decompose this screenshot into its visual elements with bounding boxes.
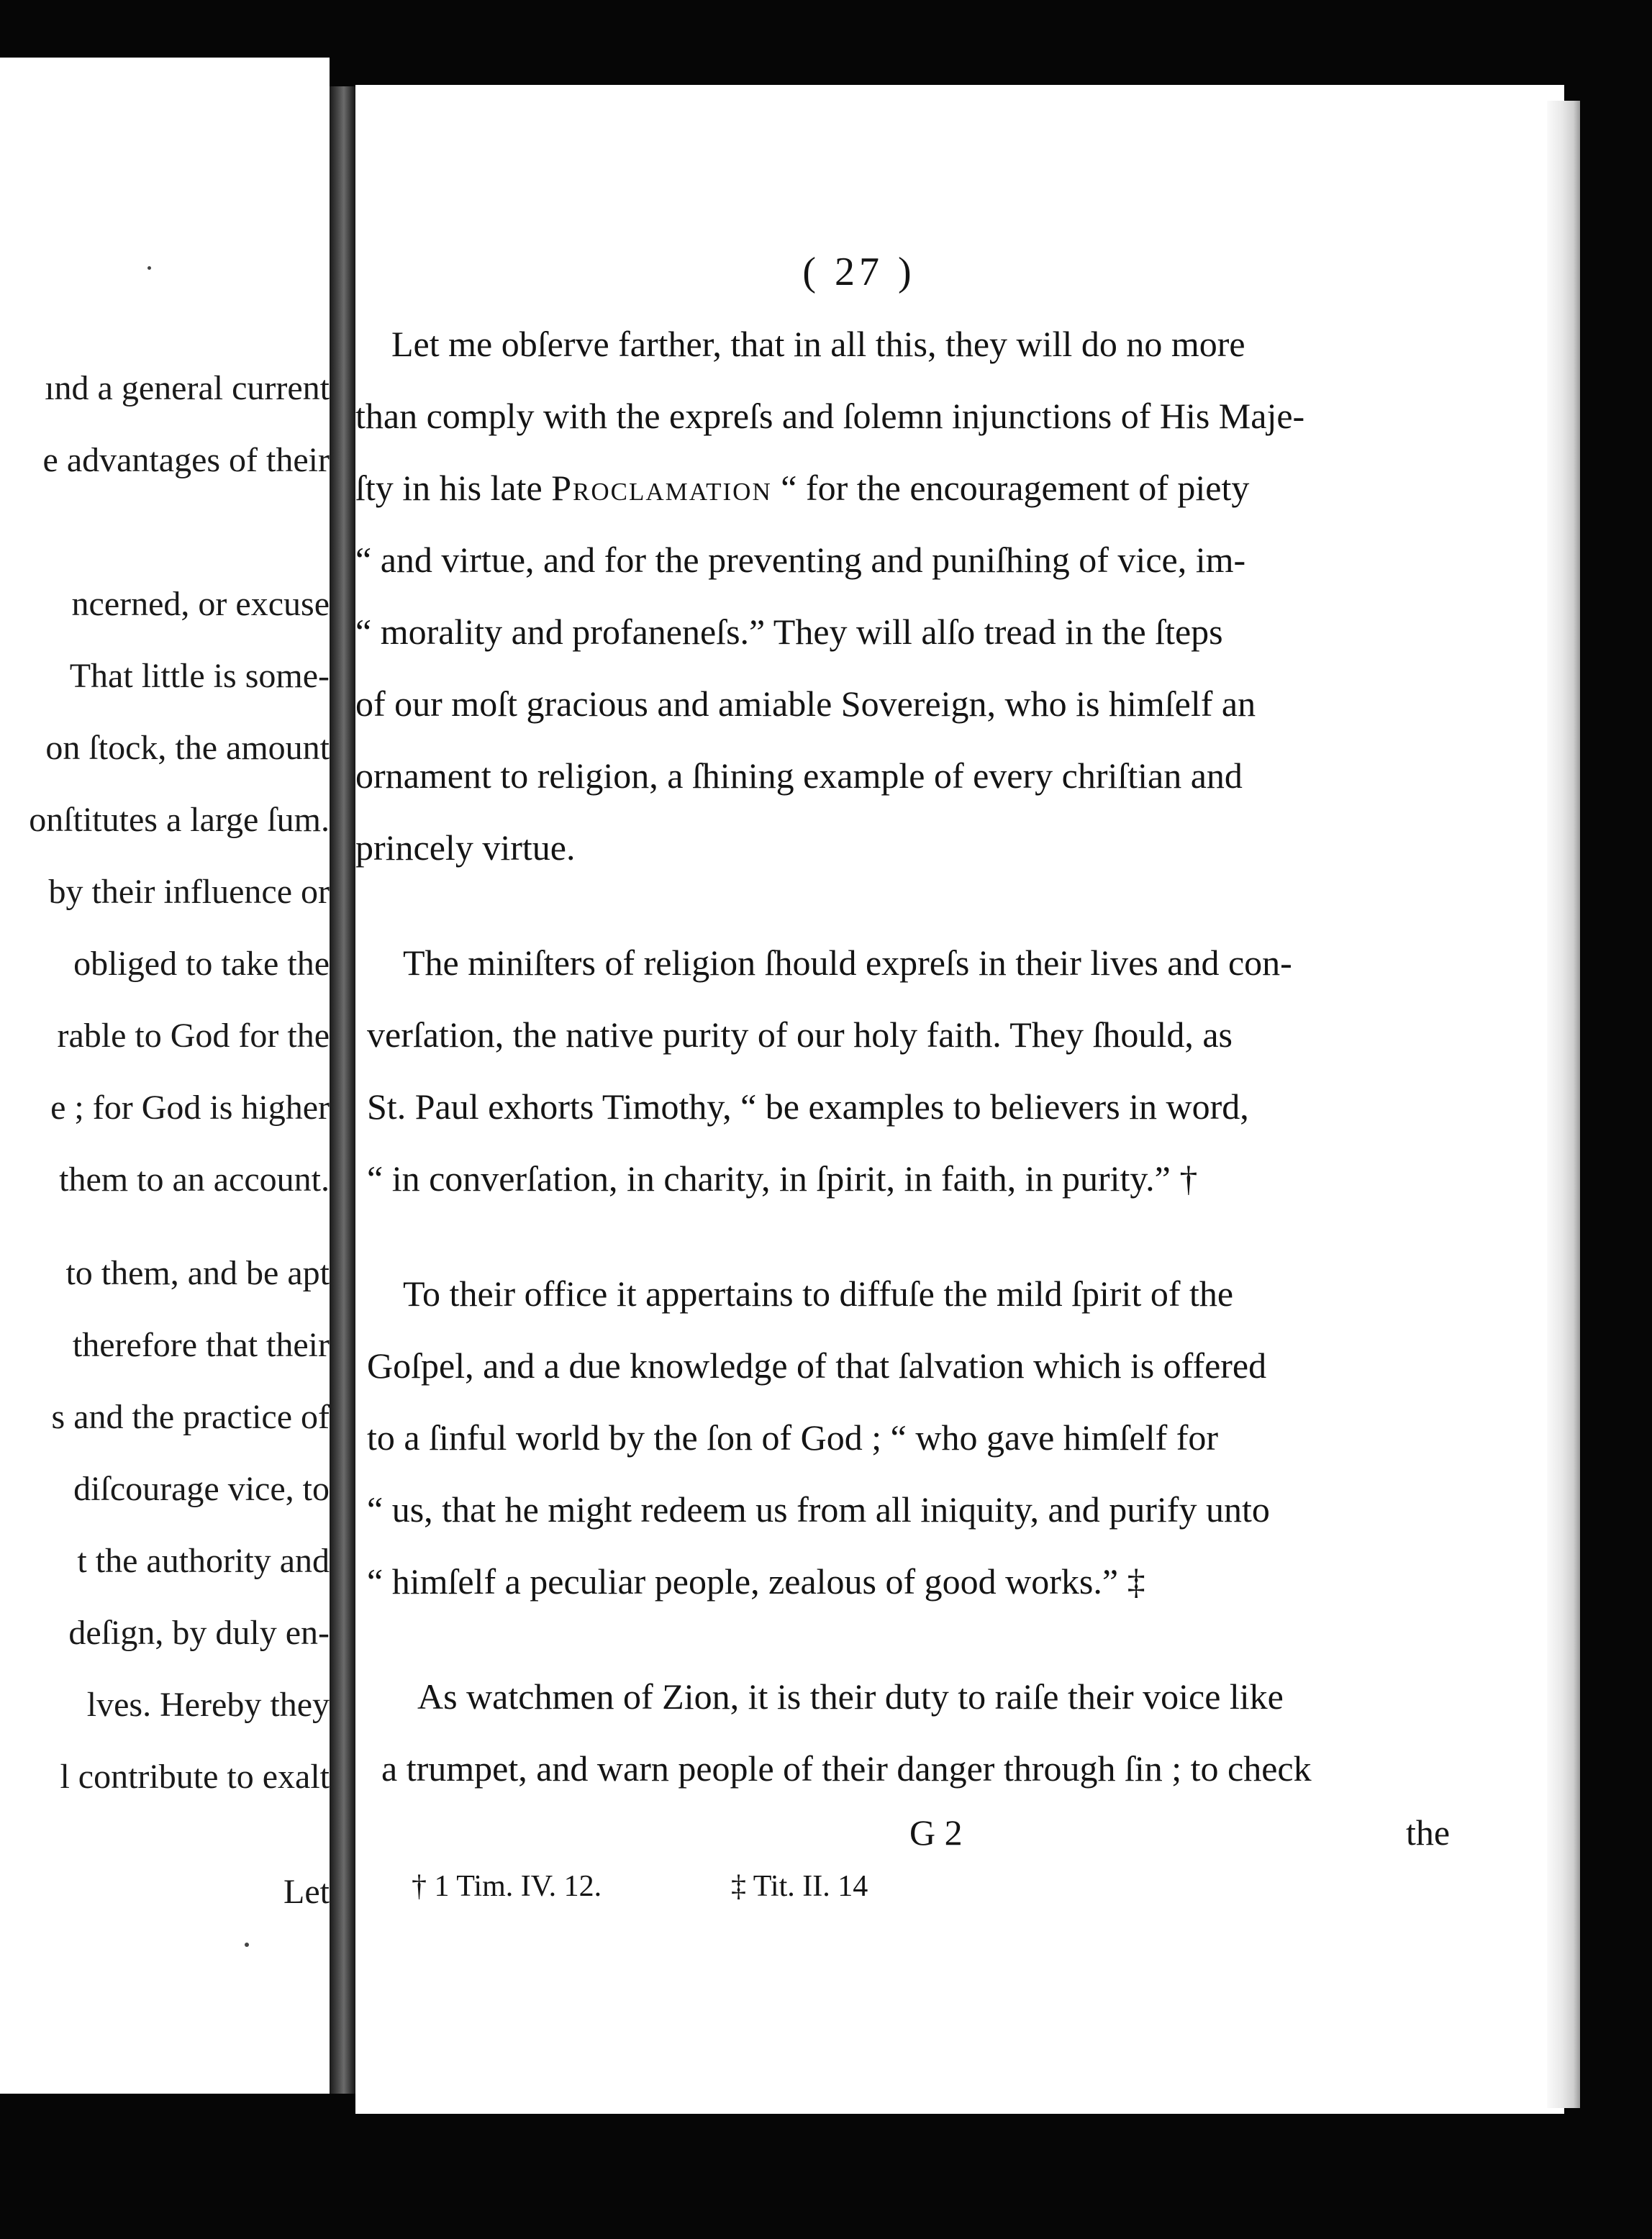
left-text-line: s and the practice of <box>51 1398 330 1436</box>
text-line: “ in converſation, in charity, in ſpirit, in faith, in purity.” † <box>367 1158 1198 1199</box>
left-text-line: That little is some- <box>69 657 330 695</box>
left-text-line: diſcourage vice, to <box>73 1470 330 1508</box>
ink-speck <box>148 266 151 270</box>
text-line: “ and virtue, and for the preventing and puniſhing of vice, im- <box>355 540 1246 580</box>
left-text-line: t the authority and <box>77 1542 330 1580</box>
text-line-end: “ for the encouragement of piety <box>771 468 1250 508</box>
left-text-line: them to an account. <box>59 1161 330 1199</box>
footnote-1: † 1 Tim. IV. 12. <box>412 1870 602 1903</box>
text-line: “ himſelf a peculiar people, zealous of good works.” ‡ <box>367 1561 1145 1602</box>
text-line: to a ſinful world by the ſon of God ; “ who gave himſelf for <box>367 1417 1219 1458</box>
text-line-start: ſty in his late <box>355 468 552 508</box>
left-text-line: Let <box>283 1873 330 1911</box>
left-text-line: lves. Hereby they <box>86 1686 330 1724</box>
text-line: “ us, that he might redeem us from all iniquity, and purify unto <box>367 1489 1270 1530</box>
page-edge-shadow <box>1547 101 1580 2108</box>
text-line: verſation, the native purity of our holy faith. They ſhould, as <box>367 1014 1233 1055</box>
left-text-line: e advantages of their <box>42 441 330 479</box>
left-text-line: obliged to take the <box>73 945 330 983</box>
left-page <box>0 58 330 2094</box>
text-line: a trumpet, and warn people of their danger through ſin ; to check <box>381 1748 1312 1789</box>
left-text-line: deſign, by duly en- <box>68 1614 330 1652</box>
text-line: ornament to religion, a ſhining example of every chriſtian and <box>355 755 1243 796</box>
left-text-line: therefore that their <box>72 1326 330 1364</box>
left-text-line: e ; for God is higher <box>50 1089 330 1127</box>
text-line: Let me obſerve farther, that in all this, they will do no more <box>391 324 1245 364</box>
text-line: As watchmen of Zion, it is their duty to raiſe their voice like <box>417 1676 1284 1717</box>
text-line: Goſpel, and a due knowledge of that ſalvation which is offered <box>367 1345 1267 1386</box>
text-line: of our moſt gracious and amiable Sovereign, who is himſelf an <box>355 683 1256 724</box>
left-text-line: ınd a general current <box>45 369 330 407</box>
left-text-line: onſtitutes a large ſum. <box>29 801 330 839</box>
text-line: “ morality and profaneneſs.” They will alſo tread in the ſteps <box>355 612 1223 652</box>
book-spine-gutter <box>330 86 355 2094</box>
left-text-line: rable to God for the <box>57 1017 330 1055</box>
text-line: princely virtue. <box>355 827 576 868</box>
left-text-line: by their influence or <box>48 873 330 911</box>
right-page <box>355 85 1564 2114</box>
text-line: To their office it appertains to diffuſe the mild ſpirit of the <box>403 1273 1234 1314</box>
footnote-2: ‡ Tit. II. 14 <box>731 1870 868 1903</box>
signature-mark: G 2 <box>909 1812 963 1853</box>
page-number: ( 27 ) <box>802 250 916 294</box>
proclamation-small-caps: Proclamation <box>551 468 772 508</box>
left-text-line: ncerned, or excuse <box>71 585 330 623</box>
left-text-line: l contribute to exalt <box>60 1758 330 1796</box>
text-line: St. Paul exhorts Timothy, “ be examples to believers in word, <box>367 1086 1249 1127</box>
text-line: The miniſters of religion ſhould expreſs in their lives and con- <box>403 943 1292 983</box>
left-text-line: on ſtock, the amount <box>45 729 330 767</box>
ink-speck <box>245 1943 249 1947</box>
catchword: the <box>1406 1812 1451 1853</box>
text-line <box>355 466 1249 509</box>
text-line: than comply with the expreſs and ſolemn injunctions of His Maje- <box>355 396 1305 436</box>
left-text-line: to them, and be apt <box>65 1254 330 1292</box>
